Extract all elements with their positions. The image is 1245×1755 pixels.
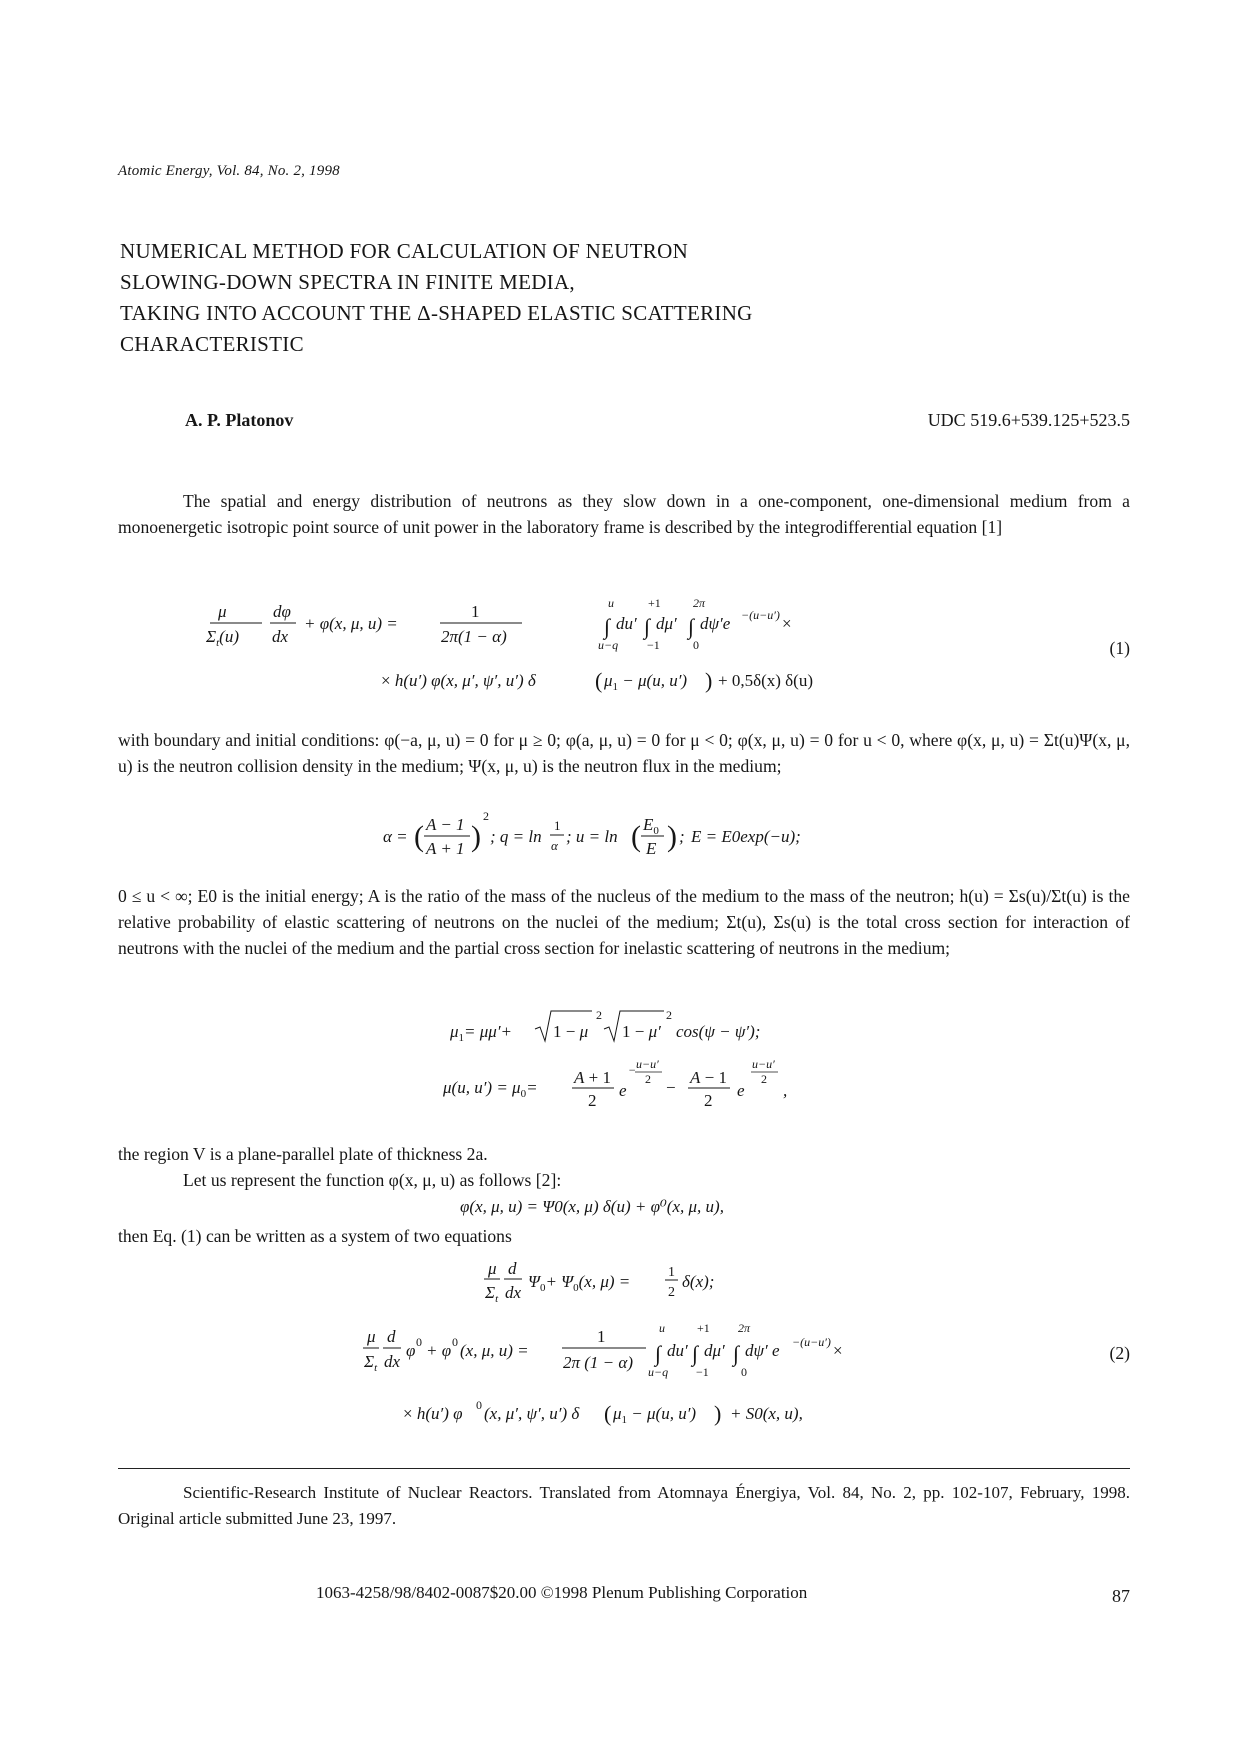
svg-text:Σt: $\Sigma_t$	[364, 1352, 378, 1374]
svg-text:2: 2	[483, 809, 489, 823]
svg-text:u−u′: u−u′	[636, 1057, 659, 1071]
svg-text:−(u−u′): −(u−u′)	[792, 1335, 831, 1349]
svg-text:d: d	[387, 1327, 396, 1346]
svg-text:∫: ∫	[688, 614, 695, 639]
svg-text:1: 1	[471, 602, 480, 621]
svg-text:∫: ∫	[604, 614, 611, 639]
article-title	[120, 236, 1020, 360]
svg-text:u−u′: u−u′	[752, 1057, 775, 1071]
svg-text:∫: ∫	[644, 614, 651, 639]
svg-text:E0: $E_0$	[643, 815, 659, 837]
paragraph-boundary-conditions: with boundary and initial conditions: φ(−a, μ, u) = 0 for μ ≥ 0; φ(a, μ, u) = 0 for μ < 0; φ(x, μ, u) = 0 for u < 0, where φ(x, μ, u) = Σt(u)Ψ(x, μ, u) is the neutron collision density in the medium; Ψ(x, μ, u) is the neutron flux in the medium;	[118, 730, 1130, 776]
svg-text:(: (	[595, 668, 603, 693]
udc-code: UDC 519.6+539.125+523.5	[927, 410, 1130, 430]
svg-text:0: 0	[693, 638, 699, 652]
svg-text:): )	[714, 1401, 722, 1426]
paragraph-system: then Eq. (1) can be written as a system of two equations	[118, 1226, 512, 1246]
title-line-1: NUMERICAL METHOD FOR CALCULATION OF NEUTRON	[120, 239, 689, 263]
svg-text:e: e	[619, 1081, 627, 1100]
svg-text:): )	[705, 668, 713, 693]
svg-text:α =: α =	[383, 827, 408, 846]
svg-text:u: u	[608, 596, 614, 610]
svg-text:−1: −1	[647, 638, 660, 652]
svg-text:2: 2	[761, 1072, 767, 1086]
svg-text:× h(u′) φ: × h(u′) φ	[403, 1404, 463, 1423]
author-name: A. P. Platonov	[185, 410, 294, 430]
svg-text:,: ,	[783, 1081, 788, 1100]
svg-text:+ φ(x, μ, u) =: + φ(x, μ, u) =	[304, 614, 398, 633]
svg-text:2π: 2π	[738, 1321, 751, 1335]
svg-text:A + 1: A + 1	[574, 1068, 611, 1087]
svg-text:(x, μ, u) =: (x, μ, u) =	[460, 1341, 529, 1360]
paragraph-definitions: 0 ≤ u < ∞; E0 is the initial energy; A is the ratio of the mass of the nucleus of the medium to the mass of the neutron; h(u) = Σs(u)/Σt(u) is the relative probability of elastic scattering of neutrons on the nuclei of the medium; Σt(u), Σs(u) is the total cross section for interaction of neutrons with the nuclei of the medium and the partial cross section for inelastic scattering of neutrons in the medium;	[118, 886, 1130, 958]
svg-text:μ1 − μ(u, u′): $\mu_1 - \mu(u$, u′)	[604, 671, 688, 693]
svg-text:× h(u′) φ(x, μ′, ψ′, u′) δ: × h(u′) φ(x, μ′, ψ′, u′) δ	[381, 671, 536, 690]
svg-text:u−q: u−q	[598, 638, 619, 652]
svg-text:du′: du′	[667, 1341, 688, 1360]
svg-text:μ1= μμ′+: $\mu_1= \mu\mu'+$	[450, 1022, 513, 1044]
eq1-tail: + 0,5δ(x) δ(u)	[718, 671, 814, 690]
svg-text:φ: φ	[406, 1341, 416, 1360]
svg-text:2π: 2π	[693, 596, 706, 610]
paragraph-region: the region V is a plane-parallel plate of thickness 2a.	[118, 1144, 488, 1164]
svg-text:E: E	[646, 839, 657, 858]
svg-text:1: 1	[554, 818, 561, 833]
svg-text:u: u	[659, 1321, 665, 1335]
affiliation-footnote: Scientific-Research Institute of Nuclear Reactors. Translated from Atomnaya Énergiya, Vol. 84, No. 2, pp. 102-107, February, 1998. Original article submitted June 23, 1997.	[118, 1483, 1130, 1528]
svg-text:2π (1 − α): 2π (1 − α)	[563, 1353, 633, 1372]
svg-text:): )	[667, 820, 677, 853]
phi-decomposition: φ(x, μ, u) = Ψ0(x, μ) δ(u) + φ⁰(x, μ, u),	[460, 1197, 724, 1216]
svg-text:−(u−u′): −(u−u′)	[741, 608, 780, 622]
svg-text:μ: μ	[218, 602, 227, 621]
equation-2-number: (2)	[1109, 1343, 1130, 1363]
svg-text:∫: ∫	[733, 1341, 740, 1366]
title-line-2: SLOWING-DOWN SPECTRA IN FINITE MEDIA,	[120, 270, 575, 294]
svg-text:(: (	[414, 820, 424, 853]
alpha-definition	[0, 800, 1245, 870]
svg-text:dμ′: dμ′	[656, 614, 677, 633]
svg-text:1 − μ: 1 − μ	[553, 1022, 589, 1041]
svg-text:1 − μ′: 1 − μ′	[622, 1022, 661, 1041]
svg-text:+1: +1	[697, 1321, 710, 1335]
energy-exp: E = E0exp(−u);	[691, 827, 801, 846]
svg-text:0: 0	[741, 1365, 747, 1379]
svg-text:dφ: dφ	[273, 602, 291, 621]
svg-text:2: 2	[588, 1091, 597, 1110]
svg-text:2: 2	[668, 1285, 675, 1300]
svg-text:dx: dx	[384, 1352, 401, 1371]
svg-text:Σt(u): $\Sigma_t(u)$	[206, 627, 239, 649]
svg-text:0: 0	[476, 1398, 482, 1412]
paragraph-represent: Let us represent the function φ(x, μ, u) as follows [2]:	[183, 1170, 562, 1190]
svg-text:;: ;	[679, 827, 685, 846]
svg-text:; u = ln: ; u = ln	[566, 827, 618, 846]
svg-text:−1: −1	[696, 1365, 709, 1379]
svg-text:0: 0	[416, 1335, 422, 1349]
svg-text:(: (	[604, 1401, 612, 1426]
page-number: 87	[1112, 1586, 1130, 1606]
svg-text:d: d	[508, 1259, 517, 1278]
svg-text:1: 1	[597, 1327, 606, 1346]
title-line-4: CHARACTERISTIC	[120, 332, 304, 356]
svg-text:): )	[471, 820, 481, 853]
svg-text:e: e	[737, 1081, 745, 1100]
svg-text:−: −	[666, 1078, 676, 1097]
svg-text:dx: dx	[272, 627, 289, 646]
svg-text:+1: +1	[648, 596, 661, 610]
title-line-3: TAKING INTO ACCOUNT THE Δ-SHAPED ELASTIC SCATTERING	[120, 301, 753, 325]
svg-text:∫: ∫	[655, 1341, 662, 1366]
svg-text:α: α	[551, 838, 558, 853]
equation-1	[0, 585, 1245, 715]
svg-text:A − 1: A − 1	[690, 1068, 727, 1087]
eq2-tail: + S0(x, u),	[730, 1404, 803, 1423]
equation-1-number: (1)	[1109, 638, 1130, 658]
svg-text:dμ′: dμ′	[704, 1341, 725, 1360]
svg-text:μ: μ	[367, 1327, 376, 1346]
journal-header: Atomic Energy, Vol. 84, No. 2, 1998	[118, 163, 340, 179]
svg-text:A + 1: A + 1	[426, 839, 465, 858]
svg-text:×: ×	[782, 614, 792, 633]
svg-text:1: 1	[668, 1265, 675, 1280]
svg-text:u−q: u−q	[648, 1365, 669, 1379]
svg-text:dψ′ e: dψ′ e	[745, 1341, 780, 1360]
svg-text:+ φ: + φ	[426, 1341, 452, 1360]
svg-text:2: 2	[596, 1008, 602, 1022]
svg-text:A − 1: A − 1	[426, 815, 465, 834]
equation-2	[0, 1312, 1245, 1442]
svg-text:cos(ψ − ψ′);: cos(ψ − ψ′);	[676, 1022, 761, 1041]
svg-text:du′: du′	[616, 614, 637, 633]
svg-text:Ψ0+ Ψ0(x, μ) =: $\Psi_0+ \Psi_0(x$, μ) =	[528, 1272, 631, 1294]
svg-text:μ(u, u′) = μ0=: μ(u, $u') = \mu_0=$	[443, 1078, 538, 1100]
mu-definitions	[0, 1005, 1245, 1120]
svg-text:dx: dx	[505, 1283, 522, 1302]
svg-text:Σt: $\Sigma_t$	[485, 1283, 499, 1305]
svg-text:2: 2	[704, 1091, 713, 1110]
svg-text:μ1 − μ(u, u′): $\mu_1 - \mu(u$, u′)	[613, 1404, 697, 1426]
svg-text:∫: ∫	[692, 1341, 699, 1366]
svg-text:2: 2	[645, 1072, 651, 1086]
svg-text:dψ′e: dψ′e	[700, 614, 731, 633]
psi0-equation	[0, 1252, 1245, 1312]
svg-text:(: (	[631, 820, 641, 853]
svg-text:2π(1 − α): 2π(1 − α)	[441, 627, 507, 646]
svg-text:δ(x);: δ(x);	[682, 1272, 715, 1291]
footnote-divider	[118, 1468, 1130, 1469]
svg-text:2: 2	[666, 1008, 672, 1022]
svg-text:0: 0	[452, 1335, 458, 1349]
svg-text:×: ×	[833, 1341, 843, 1360]
svg-text:μ: μ	[488, 1259, 497, 1278]
issn-copyright-line: 1063-4258/98/8402-0087$20.00 ©1998 Plenum Publishing Corporation	[316, 1583, 808, 1602]
paragraph-intro: The spatial and energy distribution of neutrons as they slow down in a one-component, one-dimensional medium from a monoenergetic isotropic point source of unit power in the laboratory frame is described by the integrodifferential equation [1]	[118, 491, 1130, 537]
svg-text:(x, μ′, ψ′, u′) δ: (x, μ′, ψ′, u′) δ	[484, 1404, 580, 1423]
svg-text:; q = ln: ; q = ln	[490, 827, 542, 846]
svg-text:−: −	[628, 1063, 637, 1077]
